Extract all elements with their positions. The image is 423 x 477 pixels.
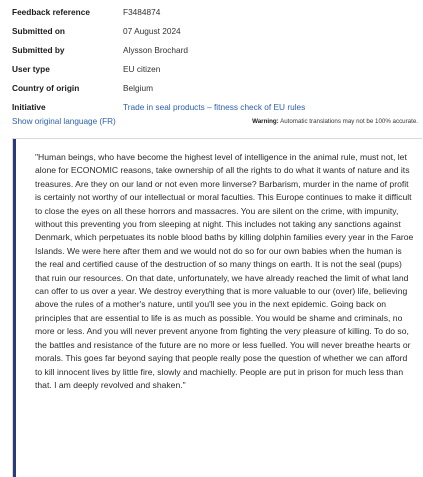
translation-warning [252, 118, 418, 125]
meta-label: Feedback reference [12, 7, 90, 17]
translation-bar [12, 117, 422, 129]
warning-label: Warning: [252, 118, 279, 125]
meta-label: Submitted on [12, 26, 66, 36]
meta-value: Alysson Brochard [123, 45, 189, 55]
meta-label: User type [12, 64, 50, 74]
warning-text: Automatic translations may not be 100% accurate. [280, 118, 418, 125]
show-original-language-link[interactable]: Show original language (FR) [12, 117, 116, 126]
feedback-metadata [12, 4, 412, 118]
meta-row-reference [12, 4, 412, 23]
meta-row-user-type [12, 61, 412, 80]
meta-row-submitted-by [12, 42, 412, 61]
meta-label: Country of origin [12, 83, 80, 93]
initiative-link[interactable]: Trade in seal products – fitness check of EU rules [123, 102, 306, 112]
meta-row-country [12, 80, 412, 99]
feedback-quote [12, 138, 422, 477]
meta-value: 07 August 2024 [123, 26, 181, 36]
meta-label: Initiative [12, 102, 46, 112]
meta-row-initiative [12, 99, 412, 118]
meta-value: F3484874 [123, 7, 161, 17]
meta-row-submitted-on [12, 23, 412, 42]
feedback-text: "Human beings, who have become the highest level of intelligence in the animal rule, must not, let alone for ECONOMIC reasons, take ownership of all the rights to do what it wants of nature and its treasures. Are they on our land or not even more linverse? Barbarism, murder in the name of profit is certainly not worthy of our intellectual or moral faculties. This Europe continues to make it difficult to close the eyes on all these horrors and massacres. You are silent on the crime, with impunity, without this preventing you from sleeping at night. This includes not taking any sanctions against Denmark, which perpetuates its noble blood baths by killing dolphin families every year in the Faroe Islands. We were here after them and we would not do so for our own babies when the human is the real and certified cause of the destruction of so many things on earth. It is not the seal (pups) that ruin our resources. On that date, unfortunately, we have already reached the limit of what land can offer to us over a year. We destroy everything that is more valuable to our (over) life, believing above the rules of a mother's nature, until you'll see you in the next epidemic. Going back on principles that are essential to life is as much as possible. You would be shame and criminals, no more or less. And you will never prevent anyone from fighting the very pleasure of killing. To do so, the battles and resistance of the future are no more or less fuelled. You will never breathe hearts or morals. This goes far beyond saying that people really pose the question of whether we can afford to kill innocent lives by little fire, slowly and machielly. People are put in prison for much less than that. I am deeply revolved and shaken." [35, 152, 414, 390]
meta-label: Submitted by [12, 45, 65, 55]
meta-value: Belgium [123, 83, 153, 93]
quote-accent-bar [13, 139, 16, 477]
meta-value: EU citizen [123, 64, 161, 74]
